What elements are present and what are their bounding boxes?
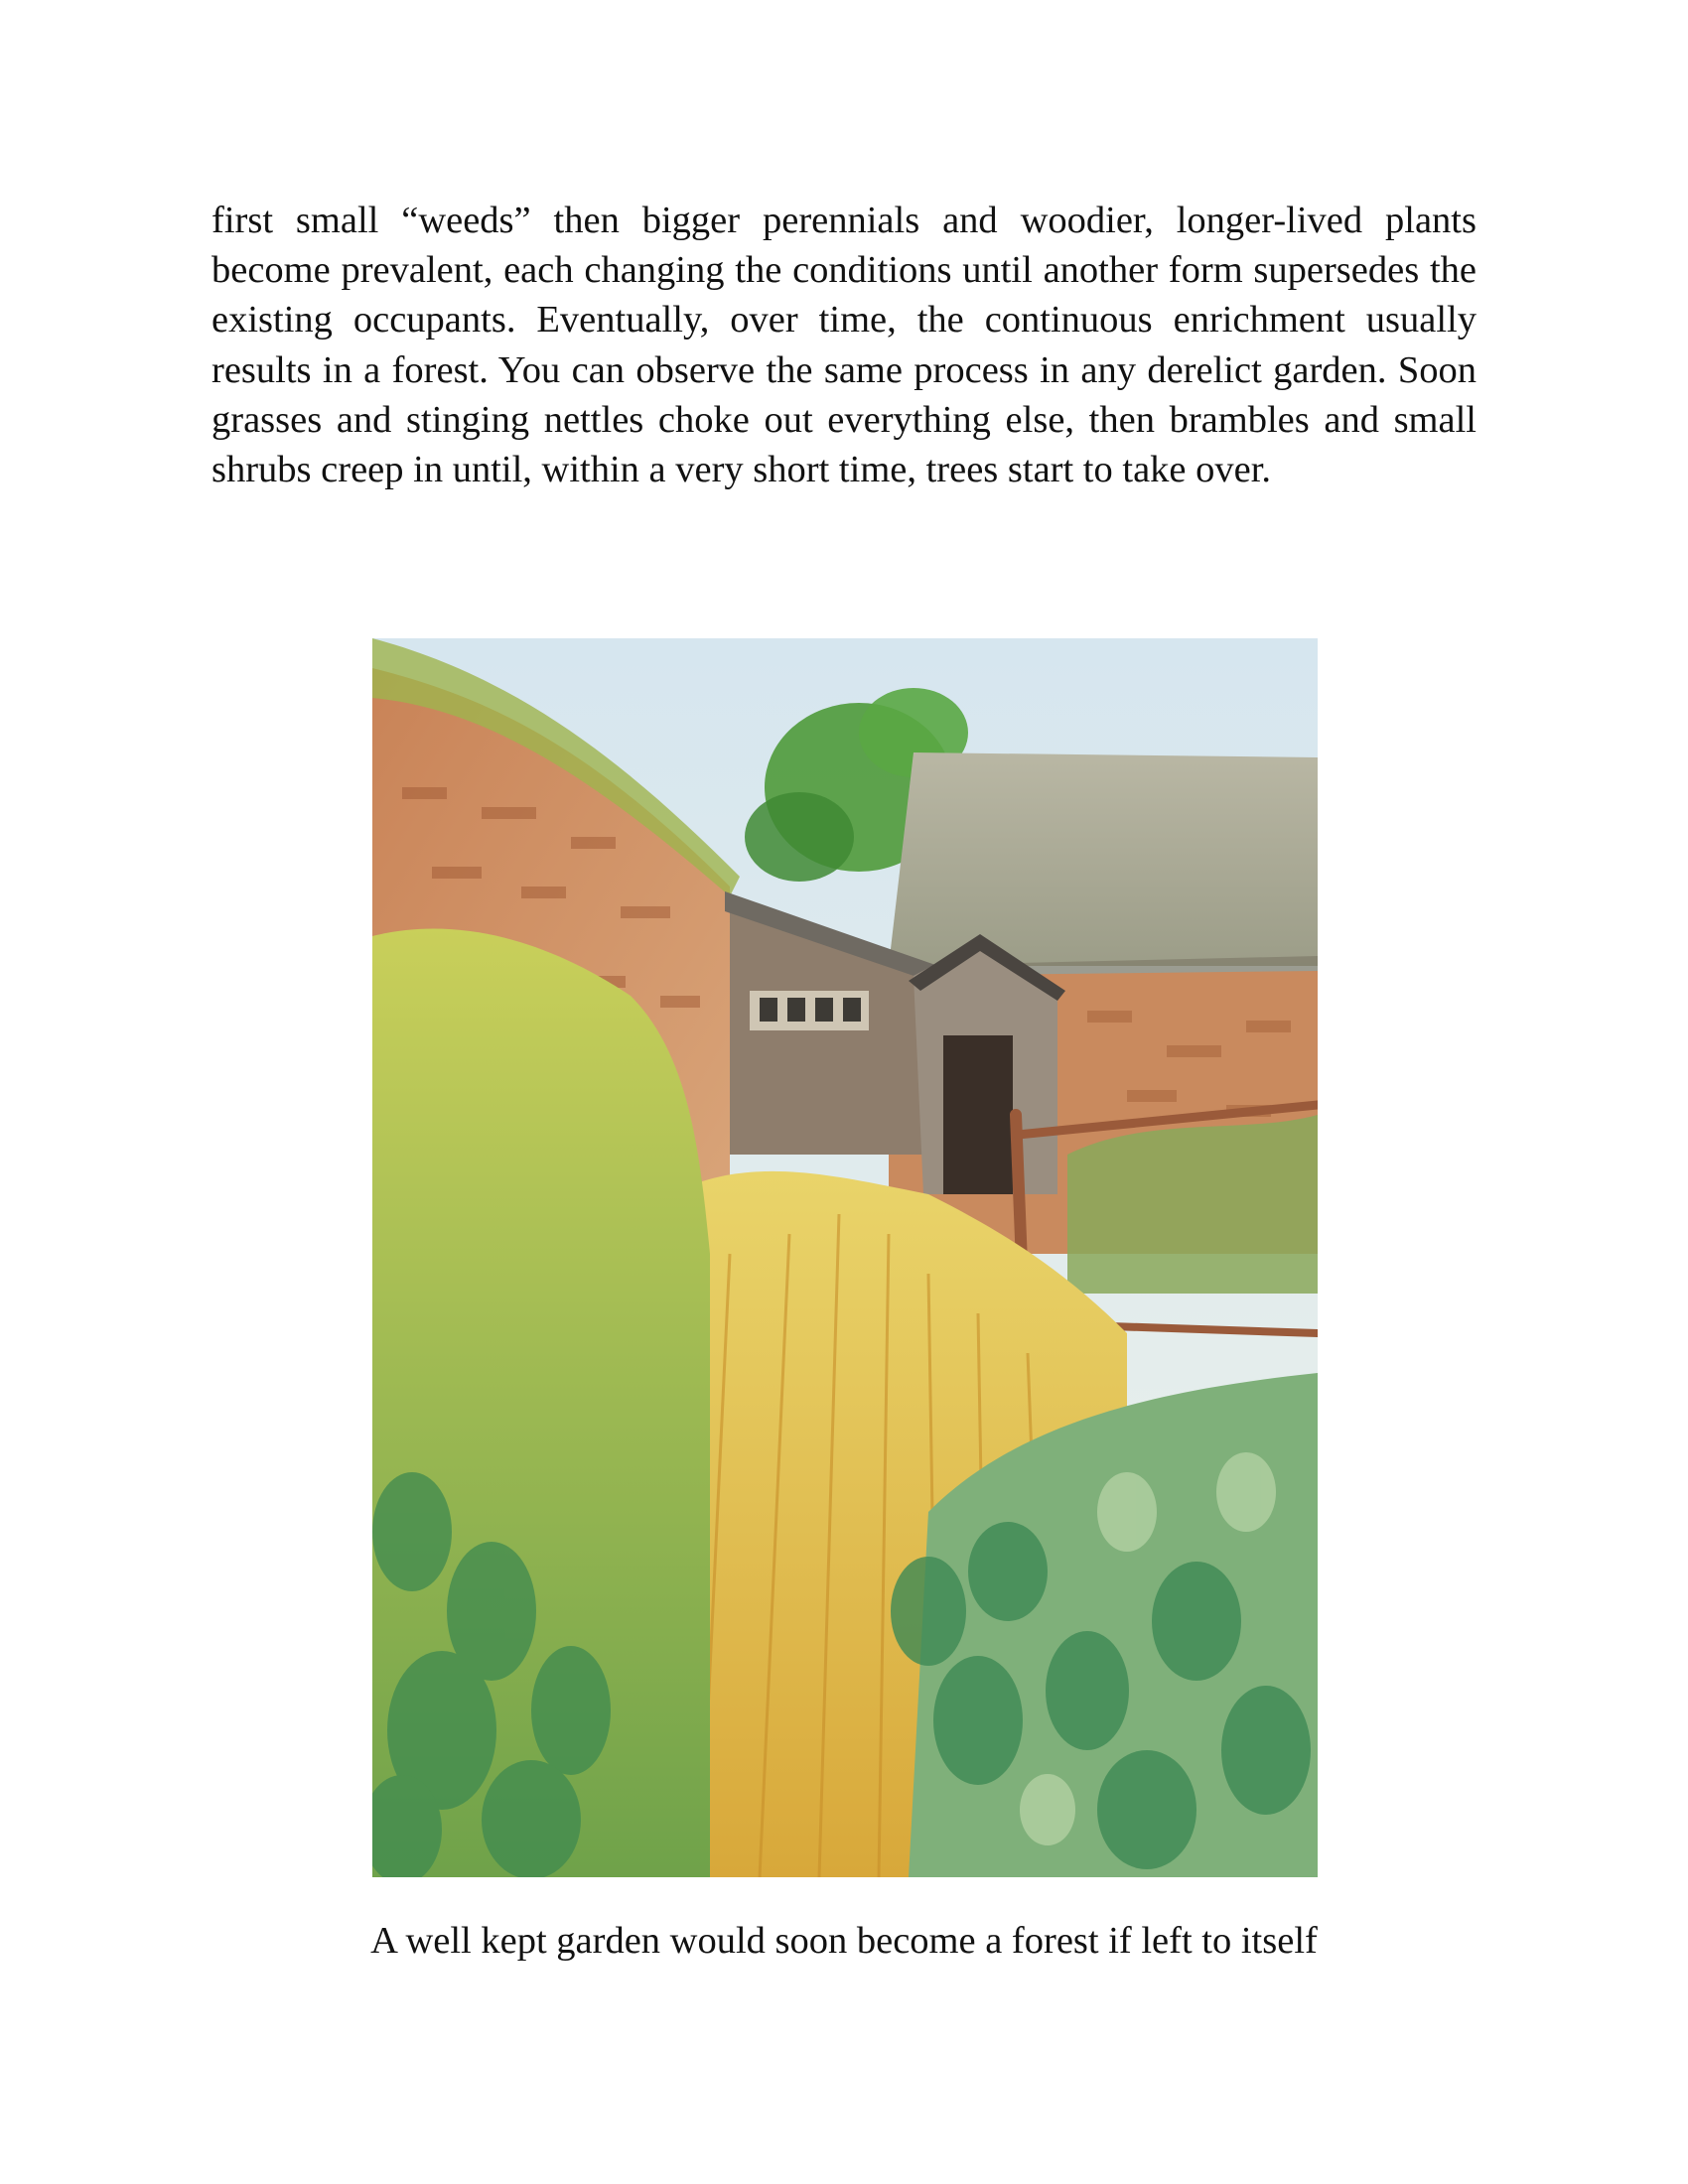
garden-painting xyxy=(372,638,1318,1877)
figure-caption: A well kept garden would soon become a forest if left to itself xyxy=(370,1920,1318,1962)
barn-roof xyxy=(889,752,1318,966)
watercolor-garden-illustration xyxy=(372,638,1318,1877)
body-paragraph: first small “weeds” then bigger perennials and woodier, longer-lived plants become prevalent, each changing the conditions until another form supersedes the existing occupants. Eventually, over time, the continuous enrichment usually results in a forest. You can observe the same process in any derelict garden. Soon grasses and stinging nettles choke out everything else, then brambles and small shrubs creep in until, within a very short time, trees start to take over. xyxy=(211,200,1477,491)
shed-doorway xyxy=(943,1035,1013,1194)
